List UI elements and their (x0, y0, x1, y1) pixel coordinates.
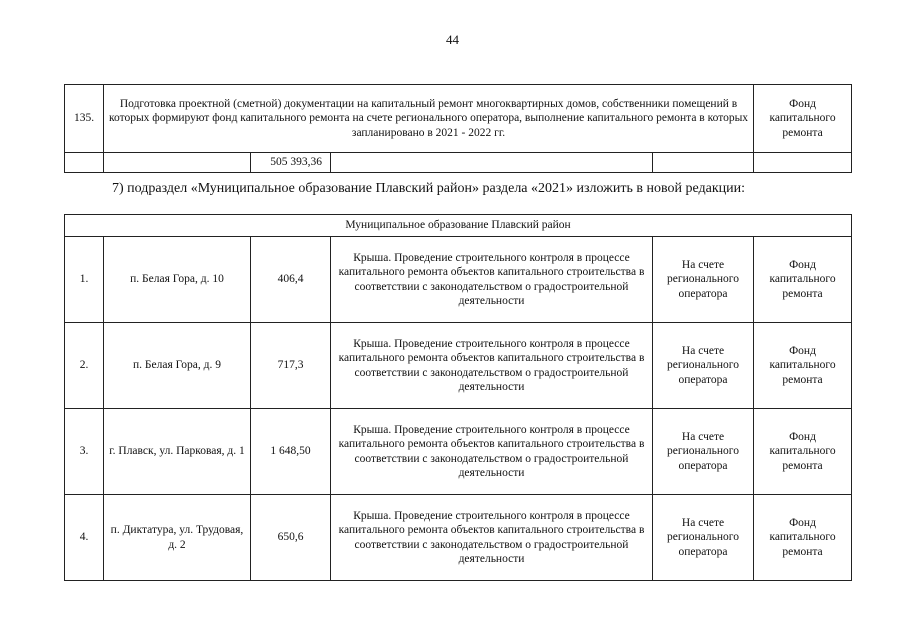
table-row (65, 323, 852, 409)
fund-cell: Фонд капитального ремонта (754, 237, 852, 323)
fund-cell: Фонд капитального ремонта (754, 409, 852, 495)
empty-cell (65, 153, 104, 173)
row-description: Подготовка проектной (сметной) документации на капитальный ремонт многоквартирных домов, собственники помещений в которых формируют фонд капитального ремонта на счете регионального оператора, выполнение капитального ремонта в которых запланировано в 2021 - 2022 гг. (104, 85, 754, 153)
section-header: Муниципальное образование Плавский район (65, 215, 852, 237)
address-cell: п. Диктатура, ул. Трудовая, д. 2 (104, 495, 251, 581)
row-number: 4. (65, 495, 104, 581)
page-number: 44 (446, 32, 459, 47)
top-table (64, 84, 852, 173)
row-number: 2. (65, 323, 104, 409)
account-cell: На счете регионального оператора (653, 237, 754, 323)
amount-cell: 717,3 (251, 323, 331, 409)
table-row (65, 237, 852, 323)
row-number: 3. (65, 409, 104, 495)
work-cell: Крыша. Проведение строительного контроля в процессе капитального ремонта объектов капитального строительства в соответствии с законодательством о градостроительной деятельности (331, 409, 653, 495)
table-row (65, 85, 852, 153)
table-row (65, 409, 852, 495)
empty-cell (104, 153, 251, 173)
main-table (64, 214, 852, 581)
amount-cell: 1 648,50 (251, 409, 331, 495)
fund-cell: Фонд капитального ремонта (754, 495, 852, 581)
work-cell: Крыша. Проведение строительного контроля в процессе капитального ремонта объектов капитального строительства в соответствии с законодательством о градостроительной деятельности (331, 323, 653, 409)
table-row (65, 495, 852, 581)
address-cell: г. Плавск, ул. Парковая, д. 1 (104, 409, 251, 495)
empty-cell (331, 153, 653, 173)
work-cell: Крыша. Проведение строительного контроля в процессе капитального ремонта объектов капитального строительства в соответствии с законодательством о градостроительной деятельности (331, 237, 653, 323)
account-cell: На счете регионального оператора (653, 409, 754, 495)
account-cell: На счете регионального оператора (653, 495, 754, 581)
amount-cell: 650,6 (251, 495, 331, 581)
amount-cell: 406,4 (251, 237, 331, 323)
row-number: 135. (65, 85, 104, 153)
table-header-row (65, 215, 852, 237)
table-row (65, 153, 852, 173)
address-cell: п. Белая Гора, д. 9 (104, 323, 251, 409)
empty-cell (653, 153, 754, 173)
fund-cell: Фонд капитального ремонта (754, 323, 852, 409)
total-amount: 505 393,36 (251, 153, 331, 173)
work-cell: Крыша. Проведение строительного контроля в процессе капитального ремонта объектов капитального строительства в соответствии с законодательством о градостроительной деятельности (331, 495, 653, 581)
account-cell: На счете регионального оператора (653, 323, 754, 409)
row-number: 1. (65, 237, 104, 323)
intro-text: 7) подраздел «Муниципальное образование Плавский район» раздела «2021» изложить в новой редакции: (112, 181, 745, 196)
empty-cell (754, 153, 852, 173)
fund-cell: Фонд капитального ремонта (754, 85, 852, 153)
address-cell: п. Белая Гора, д. 10 (104, 237, 251, 323)
